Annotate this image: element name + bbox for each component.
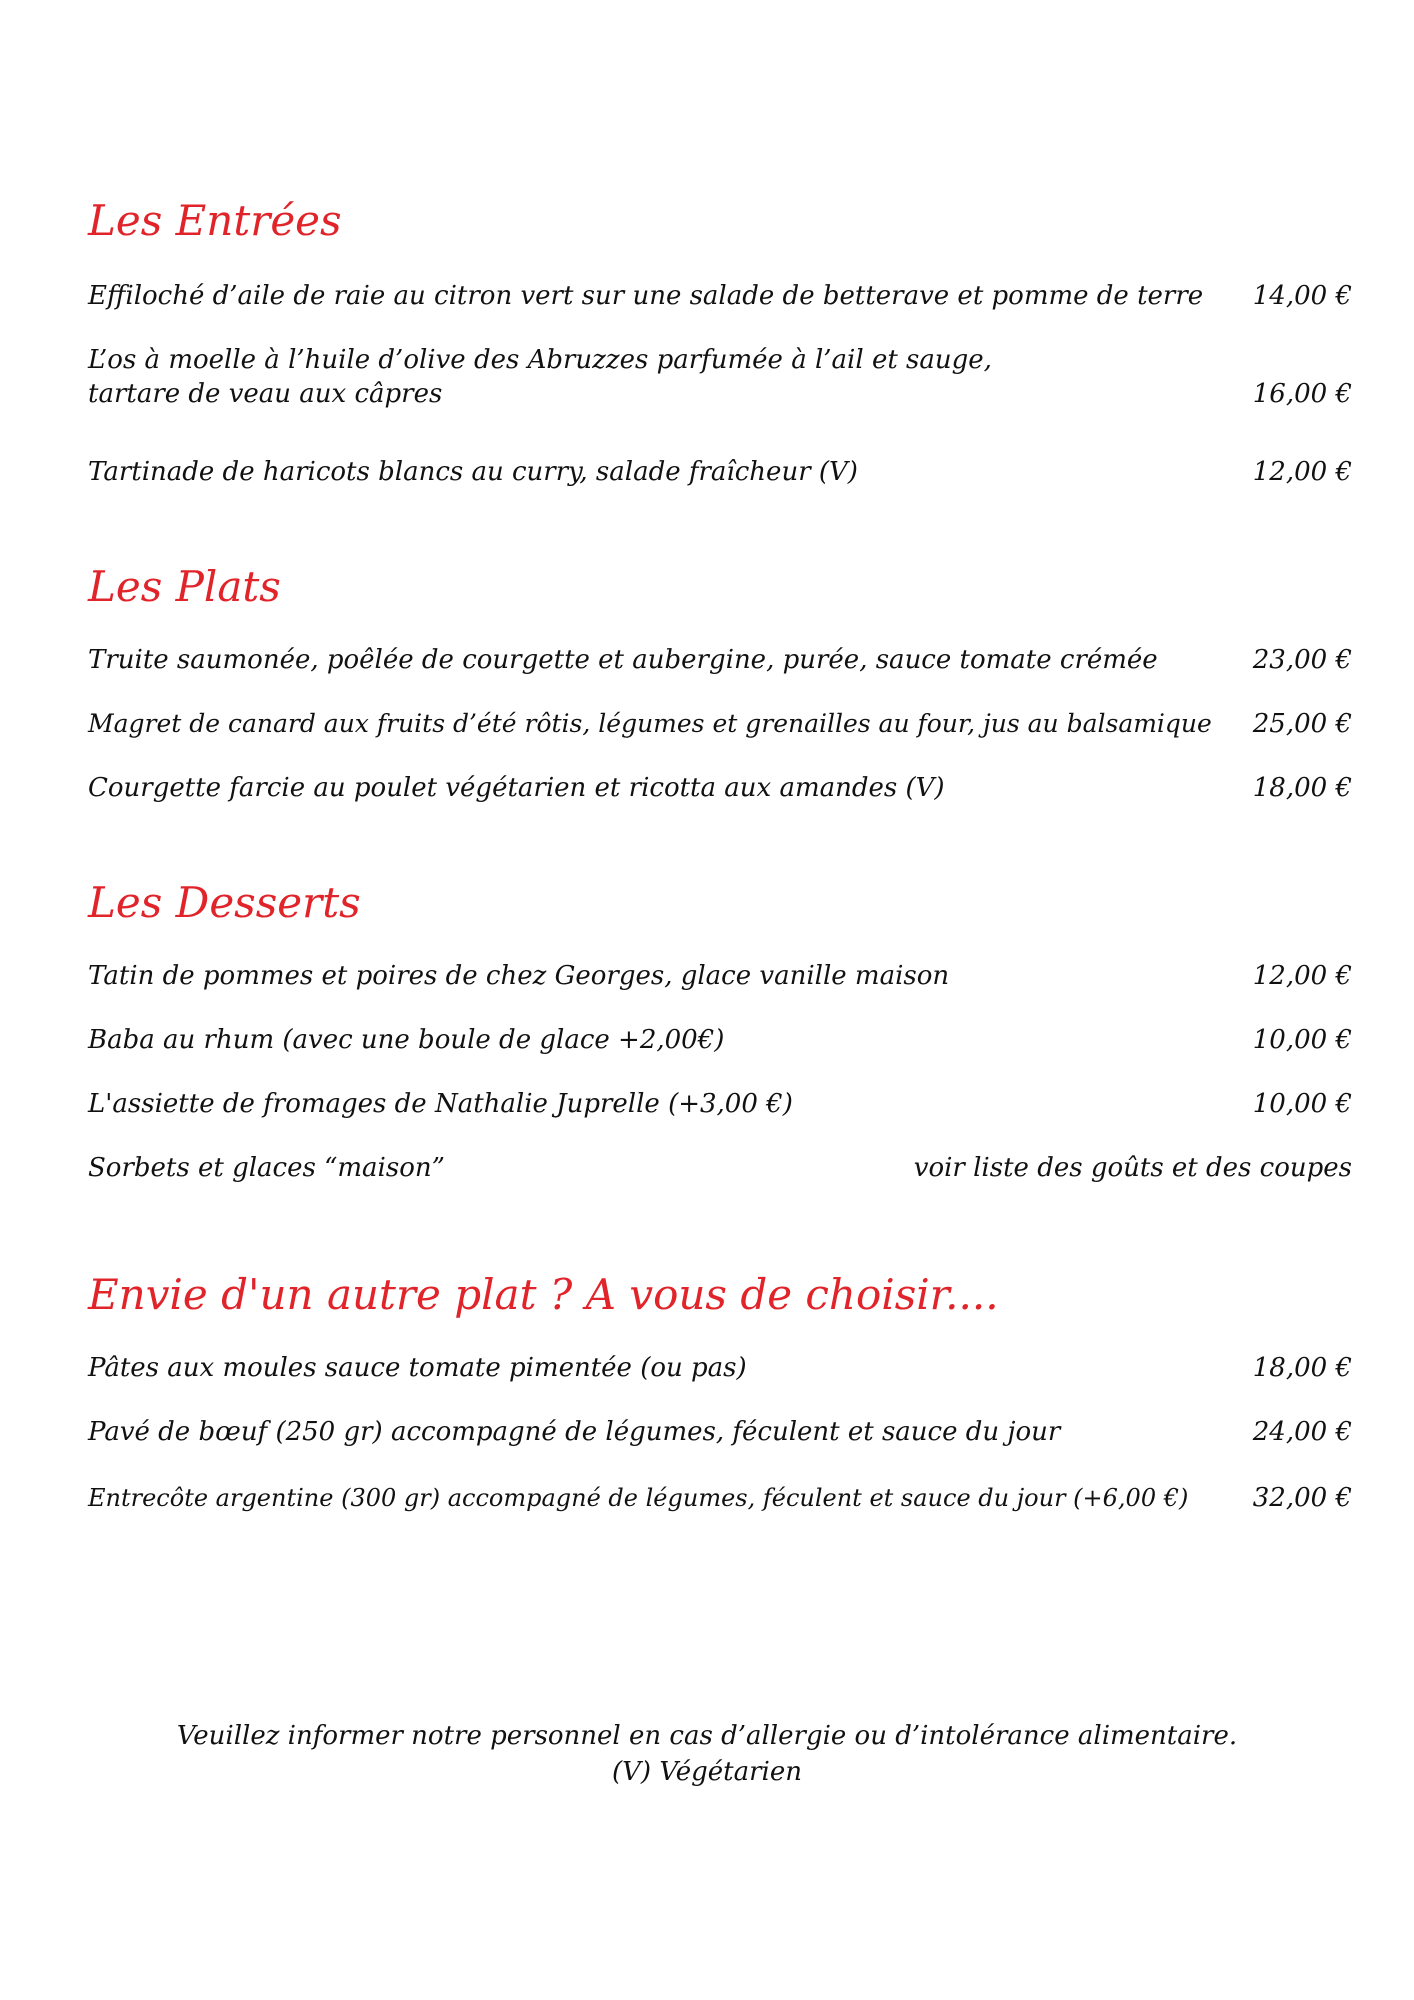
item-price: 12,00 € (1252, 961, 1352, 991)
section-title-autre-plat: Envie d'un autre plat ? A vous de choisir.... (88, 1270, 999, 1319)
menu-item (88, 1482, 1352, 1516)
item-price: 10,00 € (1252, 1025, 1352, 1055)
vegetarian-legend: (V) Végétarien (612, 1757, 802, 1788)
item-price: 18,00 € (1252, 1353, 1352, 1383)
menu-item (88, 1152, 1352, 1186)
item-name: Tartinade de haricots blancs au curry, salade fraîcheur (V) (88, 457, 858, 487)
menu-item (88, 1416, 1352, 1450)
item-name: Pavé de bœuf (250 gr) accompagné de légumes, féculent et sauce du jour (88, 1417, 1061, 1447)
item-price: 25,00 € (1252, 709, 1352, 739)
menu-item (88, 1352, 1352, 1386)
menu-item (88, 960, 1352, 994)
item-name: Courgette farcie au poulet végétarien et ricotta aux amandes (V) (88, 773, 945, 803)
item-name: Magret de canard aux fruits d’été rôtis, légumes et grenailles au four, jus au balsamique (88, 709, 1212, 738)
item-price: 23,00 € (1252, 645, 1352, 675)
item-name: Effiloché d’aile de raie au citron vert sur une salade de betterave et pomme de terre (88, 281, 1204, 311)
menu-item (88, 1024, 1352, 1058)
item-price: 10,00 € (1252, 1089, 1352, 1119)
item-name: Tatin de pommes et poires de chez Georges, glace vanille maison (88, 961, 950, 991)
allergy-footer (0, 1718, 1414, 1791)
item-name: L’os à moelle à l’huile d’olive des Abruzzes parfumée à l’ail et sauge, (88, 345, 992, 375)
menu-item (88, 708, 1352, 742)
item-price: 12,00 € (1252, 457, 1352, 487)
section-title-plats: Les Plats (88, 562, 281, 611)
item-name: Truite saumonée, poêlée de courgette et aubergine, purée, sauce tomate crémée (88, 645, 1158, 675)
item-name-continued: tartare de veau aux câpres (88, 378, 443, 409)
item-price: 32,00 € (1252, 1483, 1352, 1513)
item-price-note: voir liste des goûts et des coupes (913, 1153, 1352, 1183)
item-price: 18,00 € (1252, 773, 1352, 803)
menu-item (88, 456, 1352, 490)
menu-item (88, 772, 1352, 806)
allergy-notice: Veuillez informer notre personnel en cas d’allergie ou d’intolérance alimentaire. (176, 1721, 1238, 1751)
menu-item (88, 344, 1352, 412)
item-price: 14,00 € (1252, 281, 1352, 311)
section-title-desserts: Les Desserts (88, 878, 361, 927)
item-name: Baba au rhum (avec une boule de glace +2,00€) (88, 1025, 725, 1055)
item-name: Pâtes aux moules sauce tomate pimentée (ou pas) (88, 1353, 747, 1383)
item-name: Sorbets et glaces “maison” (88, 1153, 445, 1183)
menu-item (88, 644, 1352, 678)
item-name: Entrecôte argentine (300 gr) accompagné de légumes, féculent et sauce du jour (+6,00 €) (88, 1484, 1189, 1512)
menu-item (88, 1088, 1352, 1122)
menu-item (88, 280, 1352, 314)
item-price: 24,00 € (1252, 1417, 1352, 1447)
item-price: 16,00 € (1252, 378, 1352, 409)
item-name: L'assiette de fromages de Nathalie Juprelle (+3,00 €) (88, 1089, 793, 1119)
section-title-entrees: Les Entrées (88, 196, 342, 245)
